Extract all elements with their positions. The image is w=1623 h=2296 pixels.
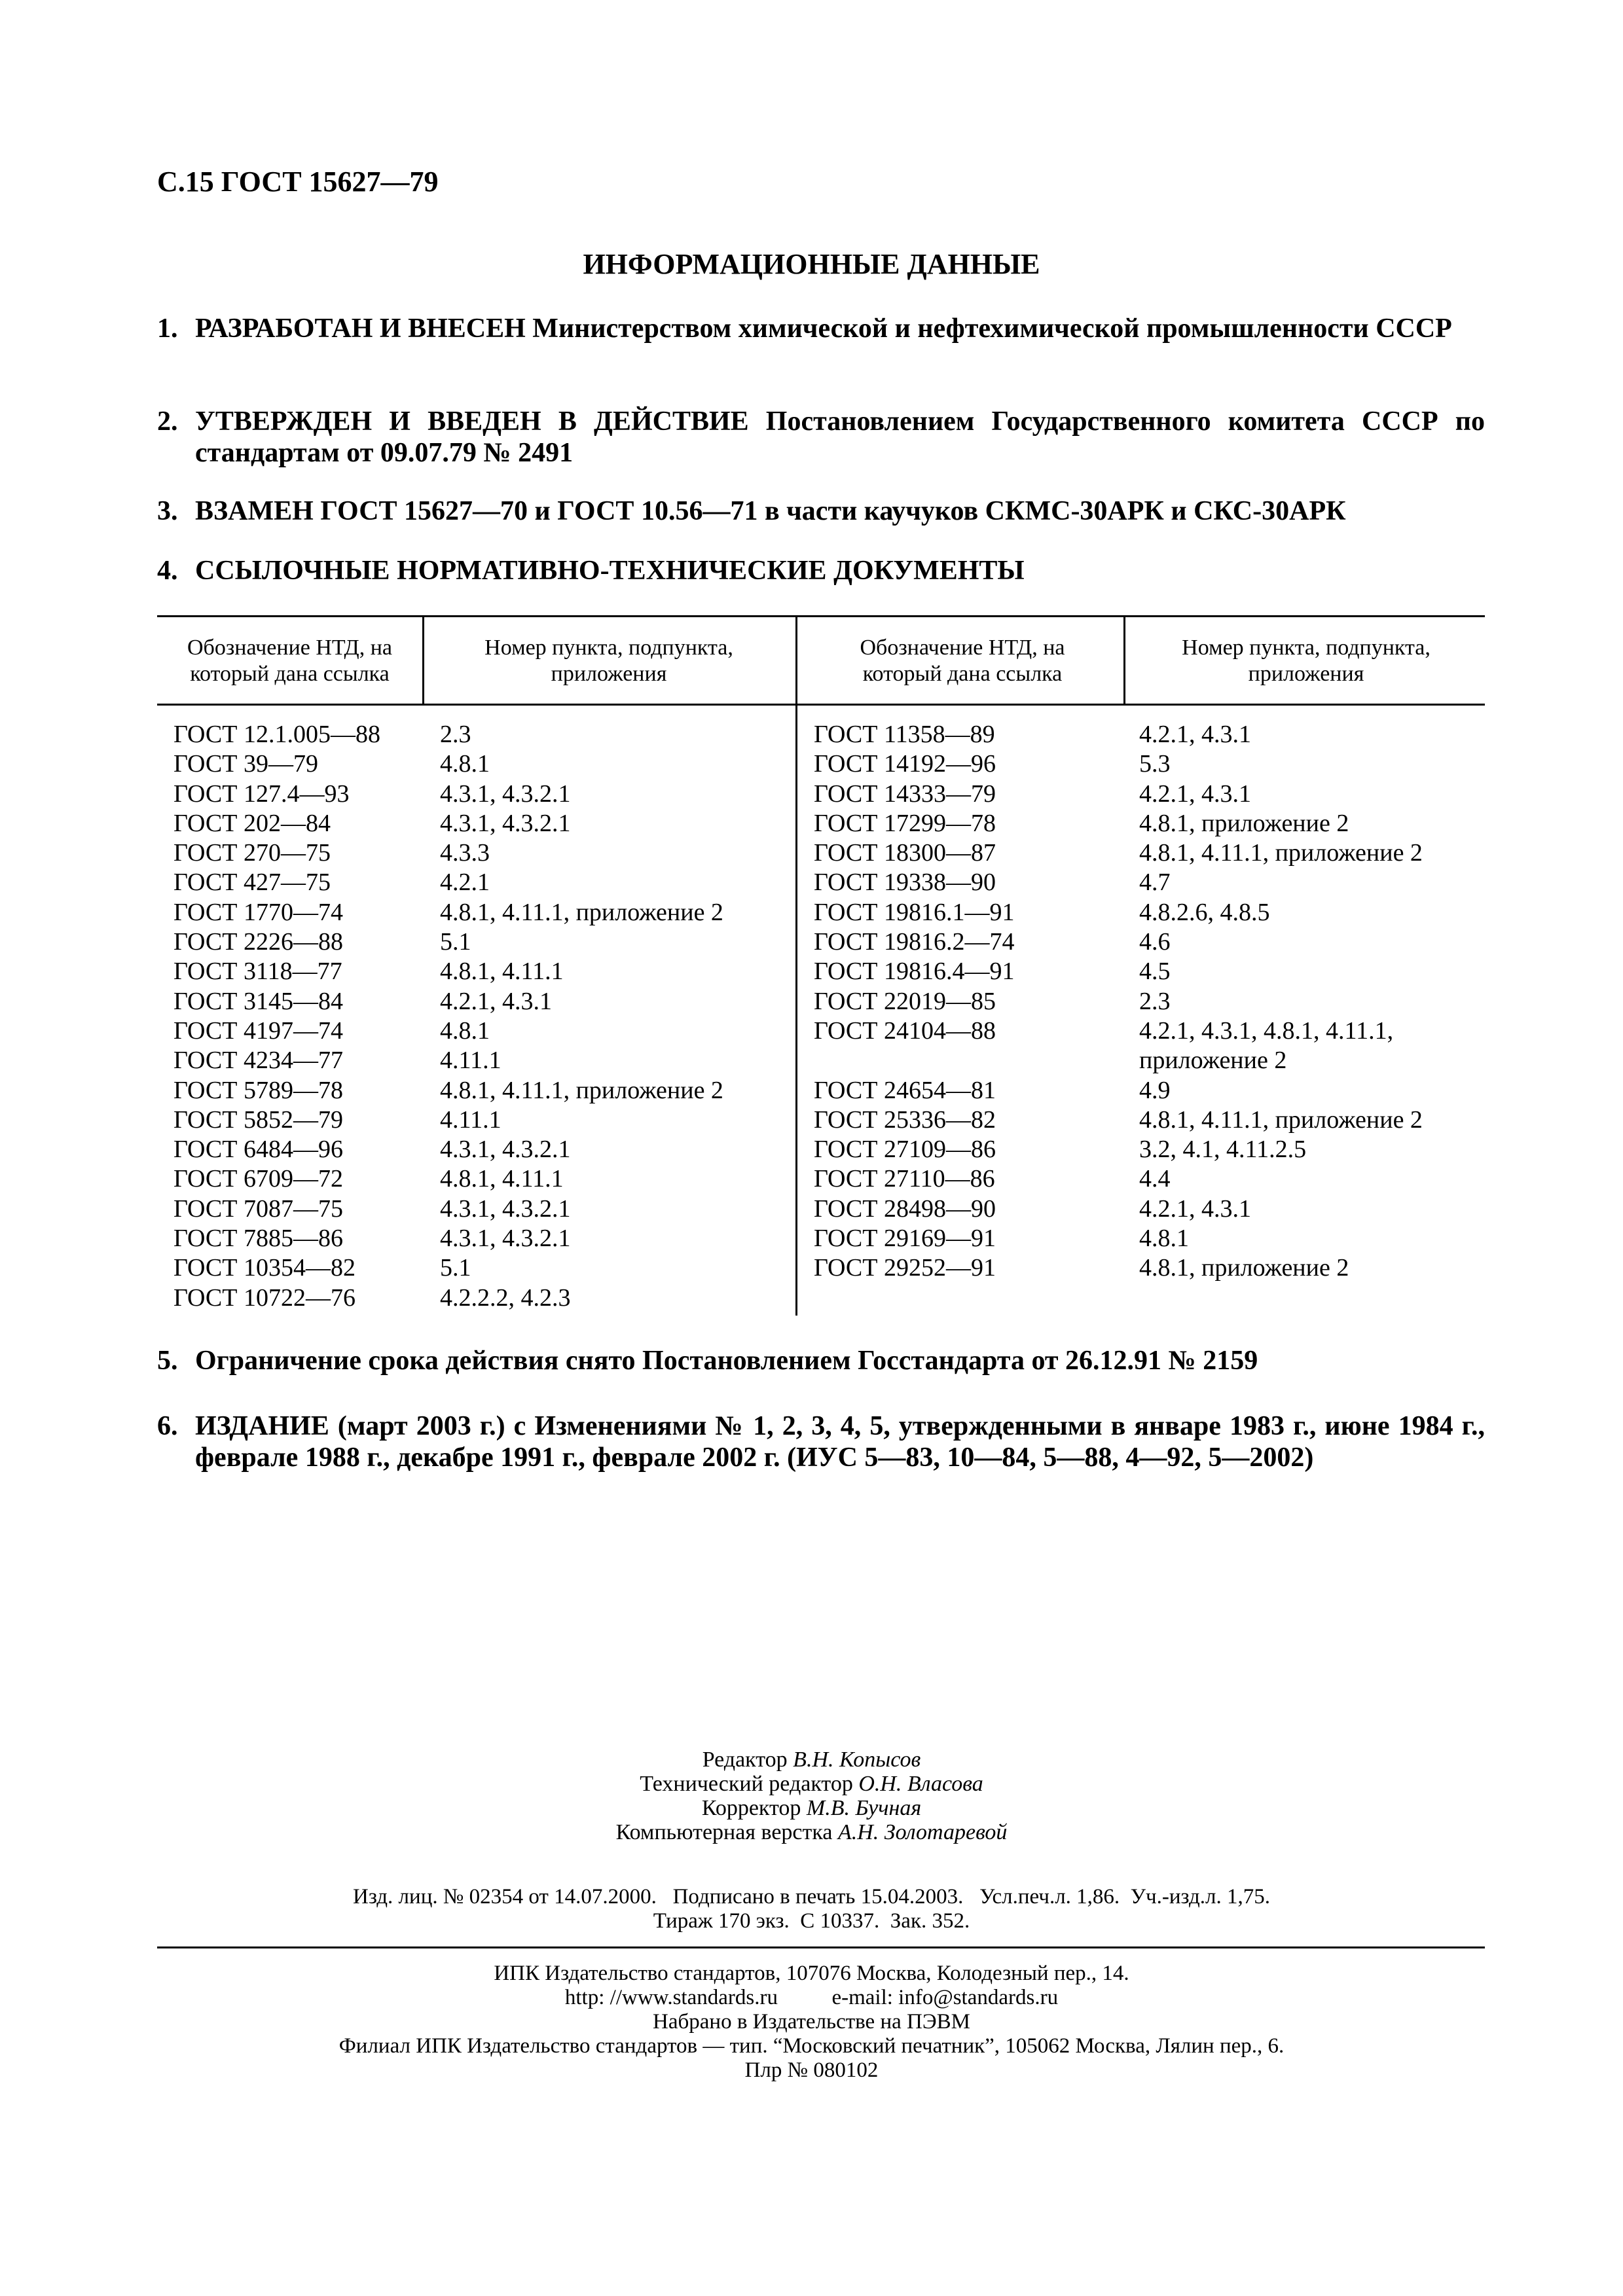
table-cell-ref: 4.2.1 <box>440 869 490 897</box>
publisher-info <box>0 1962 1623 2083</box>
table-cell-doc: ГОСТ 2226—88 <box>173 928 343 956</box>
table-cell-doc: ГОСТ 18300—87 <box>814 839 996 867</box>
print-info <box>0 1885 1623 1933</box>
info-item-1 <box>157 313 1485 344</box>
table-cell-ref: 4.2.1, 4.3.1 <box>1139 721 1251 748</box>
table-cell-doc: ГОСТ 14192—96 <box>814 750 996 778</box>
print-info-line: Тираж 170 экз. С 10337. Зак. 352. <box>653 1909 970 1933</box>
print-info-line: Изд. лиц. № 02354 от 14.07.2000. Подписано в печать 15.04.2003. Усл.печ.л. 1,86. Уч.-изд.л. 1,75. <box>353 1885 1270 1909</box>
table-cell-ref: 4.9 <box>1139 1076 1171 1104</box>
table-top-rule <box>157 615 1485 617</box>
table-header-cell: Номер пункта, подпункта, приложения <box>484 636 733 686</box>
table-cell-ref: 4.3.1, 4.3.2.1 <box>440 1225 571 1253</box>
table-cell-doc: ГОСТ 27110—86 <box>814 1165 995 1193</box>
table-cell-doc: ГОСТ 29252—91 <box>814 1254 996 1282</box>
table-cell-doc: ГОСТ 17299—78 <box>814 809 996 837</box>
table-cell-doc: ГОСТ 127.4—93 <box>173 780 350 808</box>
table-cell-doc: ГОСТ 12.1.005—88 <box>173 721 380 748</box>
publisher-line: ИПК Издательство стандартов, 107076 Москва, Колодезный пер., 14. <box>494 1962 1129 1985</box>
table-cell-ref: 4.8.1, 4.11.1, приложение 2 <box>440 898 723 926</box>
publisher-line: Набрано в Издательстве на ПЭВМ <box>653 2010 970 2034</box>
info-item-5 <box>157 1345 1485 1376</box>
credit-line <box>0 1772 1623 1796</box>
item-number: 5. <box>157 1346 178 1376</box>
info-item-4 <box>157 555 1485 586</box>
table-center-divider <box>795 615 797 1316</box>
table-cell-ref: 4.8.1, 4.11.1, приложение 2 <box>1139 839 1423 867</box>
table-cell-ref: 4.8.1 <box>440 750 490 778</box>
table-cell-doc: ГОСТ 19816.2—74 <box>814 928 1015 956</box>
credit-name: А.Н. Золотаревой <box>837 1820 1008 1844</box>
table-header-rule <box>157 704 1485 706</box>
table-cell-ref: 4.8.1 <box>440 1016 490 1045</box>
item-text: Ограничение срока действия снято Постановлением Госстандарта от 26.12.91 № 2159 <box>195 1346 1258 1376</box>
table-cell-ref: 4.4 <box>1139 1165 1171 1193</box>
table-cell-ref: 4.5 <box>1139 958 1171 986</box>
table-cell-ref: 4.8.1, приложение 2 <box>1139 1254 1349 1282</box>
references-table <box>157 615 1485 1316</box>
table-cell-doc: ГОСТ 24104—88 <box>814 1016 996 1045</box>
table-cell-ref: 4.8.2.6, 4.8.5 <box>1139 898 1270 926</box>
item-number: 2. <box>157 406 178 437</box>
table-cell-ref: 4.7 <box>1139 869 1171 897</box>
info-item-3 <box>157 495 1485 527</box>
credit-name: О.Н. Власова <box>858 1772 983 1796</box>
table-cell-doc: ГОСТ 14333—79 <box>814 780 996 808</box>
item-number: 1. <box>157 314 178 344</box>
item-number: 4. <box>157 556 178 586</box>
table-header-cell: Обозначение НТД, на который дана ссылка <box>187 636 393 686</box>
table-cell-ref: 4.8.1, 4.11.1, приложение 2 <box>440 1076 723 1104</box>
credit-role: Редактор <box>702 1748 793 1772</box>
table-cell-doc: ГОСТ 427—75 <box>173 869 331 897</box>
table-cell-doc: ГОСТ 25336—82 <box>814 1105 996 1134</box>
table-cell-ref: 4.2.1, 4.3.1, 4.8.1, 4.11.1, <box>1139 1016 1394 1045</box>
table-cell-doc: ГОСТ 6484—96 <box>173 1136 343 1164</box>
table-header-cell: Номер пункта, подпункта, приложения <box>1182 636 1431 686</box>
table-cell-doc: ГОСТ 22019—85 <box>814 987 996 1015</box>
table-cell-doc: ГОСТ 3145—84 <box>173 987 343 1015</box>
info-item-2 <box>157 406 1485 469</box>
table-cell-doc: ГОСТ 28498—90 <box>814 1194 996 1223</box>
table-cell-doc: ГОСТ 19816.4—91 <box>814 958 1015 986</box>
table-cell-doc: ГОСТ 7885—86 <box>173 1225 343 1253</box>
credit-line <box>0 1796 1623 1820</box>
table-cell-doc: ГОСТ 10722—76 <box>173 1283 356 1312</box>
table-cell-doc: ГОСТ 7087—75 <box>173 1194 343 1223</box>
table-cell-doc: ГОСТ 1770—74 <box>173 898 343 926</box>
table-cell-doc: ГОСТ 19338—90 <box>814 869 996 897</box>
table-cell-doc: ГОСТ 29169—91 <box>814 1225 996 1253</box>
page-header: С.15 ГОСТ 15627—79 <box>157 166 439 198</box>
table-cell-ref: 4.2.1, 4.3.1 <box>1139 1194 1251 1223</box>
table-cell-doc: ГОСТ 27109—86 <box>814 1136 996 1164</box>
table-cell-ref: 4.3.1, 4.3.2.1 <box>440 809 571 837</box>
editorial-credits <box>0 1748 1623 1844</box>
table-cell-doc: ГОСТ 24654—81 <box>814 1076 996 1104</box>
item-number: 6. <box>157 1411 178 1441</box>
credit-line <box>0 1748 1623 1772</box>
divider-rule <box>157 1946 1485 1948</box>
table-cell-doc: ГОСТ 4234—77 <box>173 1047 343 1075</box>
table-cell-doc: ГОСТ 4197—74 <box>173 1016 343 1045</box>
info-item-6 <box>157 1410 1485 1473</box>
table-cell-ref: 5.3 <box>1139 750 1171 778</box>
table-col-divider <box>422 615 424 704</box>
table-cell-ref: приложение 2 <box>1139 1047 1287 1075</box>
item-text: ВЗАМЕН ГОСТ 15627—70 и ГОСТ 10.56—71 в части каучуков СКМС-30АРК и СКС-30АРК <box>195 496 1346 526</box>
table-cell-ref: 4.11.1 <box>440 1105 501 1134</box>
right-refs-column <box>1139 720 1423 1283</box>
credit-role: Технический редактор <box>640 1772 859 1796</box>
table-cell-ref: 4.3.1, 4.3.2.1 <box>440 1136 571 1164</box>
table-cell-ref: 4.8.1 <box>1139 1225 1189 1253</box>
credit-name: М.В. Бучная <box>806 1796 922 1820</box>
table-cell-ref: 5.1 <box>440 928 471 956</box>
table-cell-doc: ГОСТ 19816.1—91 <box>814 898 1015 926</box>
table-cell-ref: 4.2.1, 4.3.1 <box>1139 780 1251 808</box>
item-text: УТВЕРЖДЕН И ВВЕДЕН В ДЕЙСТВИЕ Постановлением Государственного комитета СССР по стандартам от 09.07.79 № 2491 <box>195 406 1485 468</box>
table-cell-ref: 4.11.1 <box>440 1047 501 1075</box>
table-cell-doc <box>814 1046 1015 1075</box>
table-cell-ref: 4.3.1, 4.3.2.1 <box>440 1194 571 1223</box>
credit-role: Корректор <box>701 1796 807 1820</box>
table-cell-ref: 4.2.1, 4.3.1 <box>440 987 552 1015</box>
item-text: РАЗРАБОТАН И ВНЕСЕН Министерством химической и нефтехимической промышленности СССР <box>195 314 1452 344</box>
table-cell-ref: 4.8.1, приложение 2 <box>1139 809 1349 837</box>
item-text: ССЫЛОЧНЫЕ НОРМАТИВНО-ТЕХНИЧЕСКИЕ ДОКУМЕНТЫ <box>195 556 1025 586</box>
table-cell-ref: 3.2, 4.1, 4.11.2.5 <box>1139 1136 1307 1164</box>
table-cell-doc: ГОСТ 10354—82 <box>173 1254 356 1282</box>
table-cell-ref: 2.3 <box>1139 987 1171 1015</box>
table-cell-ref: 4.8.1, 4.11.1 <box>440 1165 564 1193</box>
table-cell-ref: 4.3.3 <box>440 839 490 867</box>
table-cell-doc: ГОСТ 3118—77 <box>173 958 342 986</box>
table-cell-doc: ГОСТ 5852—79 <box>173 1105 343 1134</box>
publisher-line: Филиал ИПК Издательство стандартов — тип. “Московский печатник”, 105062 Москва, Лялин пер., 6. <box>338 2034 1285 2058</box>
table-cell-ref: 4.6 <box>1139 928 1171 956</box>
table-cell-ref: 5.1 <box>440 1254 471 1282</box>
table-cell-ref: 4.8.1, 4.11.1 <box>440 958 564 986</box>
section-title: ИНФОРМАЦИОННЫЕ ДАННЫЕ <box>583 248 1040 280</box>
table-cell-doc: ГОСТ 39—79 <box>173 750 318 778</box>
table-cell-doc: ГОСТ 6709—72 <box>173 1165 343 1193</box>
table-cell-doc: ГОСТ 270—75 <box>173 839 331 867</box>
table-header-cell: Обозначение НТД, на который дана ссылка <box>860 636 1065 686</box>
left-docs-column <box>173 720 380 1313</box>
right-docs-column <box>814 720 1015 1283</box>
left-refs-column <box>440 720 723 1313</box>
credit-role: Компьютерная верстка <box>615 1820 838 1844</box>
publisher-line: http: //www.standards.ru e-mail: info@standards.ru <box>564 1986 1059 2009</box>
table-cell-ref: 2.3 <box>440 721 471 748</box>
table-cell-doc: ГОСТ 5789—78 <box>173 1076 343 1104</box>
table-cell-ref: 4.8.1, 4.11.1, приложение 2 <box>1139 1105 1423 1134</box>
credit-line <box>0 1820 1623 1844</box>
table-cell-doc: ГОСТ 202—84 <box>173 809 331 837</box>
credit-name: В.Н. Копысов <box>793 1748 921 1772</box>
table-col-divider <box>1123 615 1125 704</box>
item-number: 3. <box>157 496 178 526</box>
item-text: ИЗДАНИЕ (март 2003 г.) с Изменениями № 1, 2, 3, 4, 5, утвержденными в январе 1983 г., июне 1984 г., феврале 1988 г., декабре 1991 г., феврале 2002 г. (ИУС 5—83, 10—84, 5—88, 4—92, 5—2002) <box>195 1411 1485 1473</box>
publisher-line: Плр № 080102 <box>744 2058 879 2082</box>
table-cell-ref: 4.3.1, 4.3.2.1 <box>440 780 571 808</box>
table-cell-ref: 4.2.2.2, 4.2.3 <box>440 1283 571 1312</box>
table-cell-doc: ГОСТ 11358—89 <box>814 721 995 748</box>
